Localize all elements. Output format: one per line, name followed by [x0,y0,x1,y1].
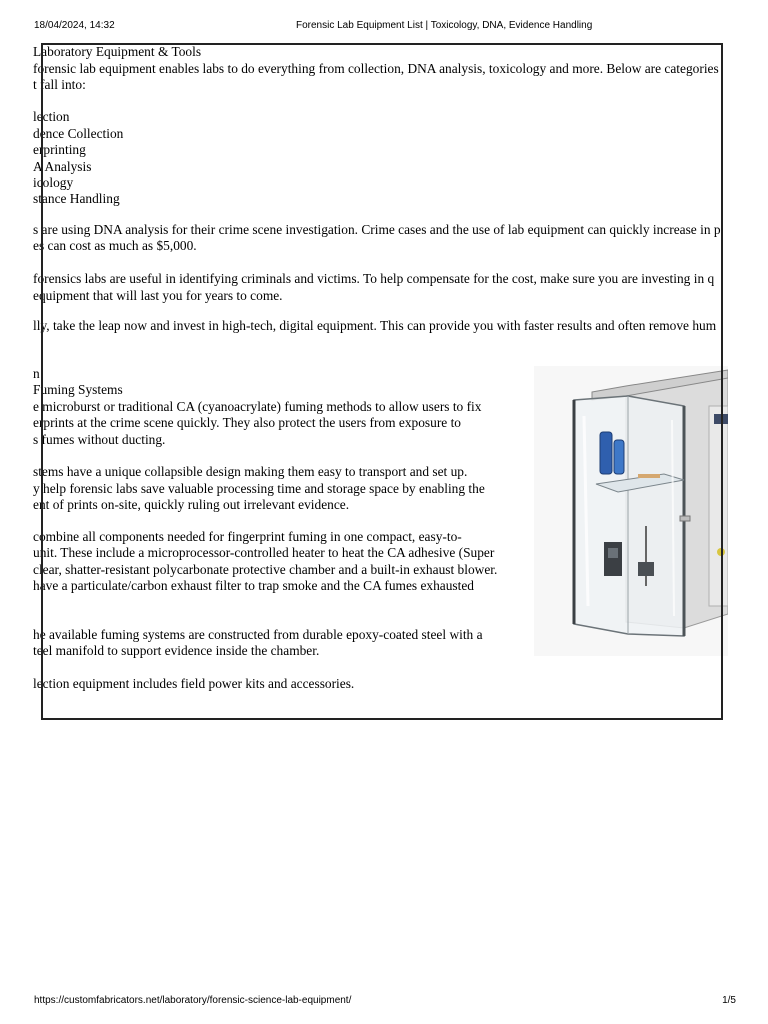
page-title: Forensic Lab Equipment List | Toxicology, DNA, Evidence Handling [296,20,593,31]
category-item: stance Handling [33,191,120,206]
fuming-line: y help forensic labs save valuable processing time and storage space by enabling the [33,481,485,496]
paragraph-line: s are using DNA analysis for their crime scene investigation. Crime cases and the use of lab equipment can quickly increase in p [33,222,721,237]
category-item: icology [33,175,74,190]
paragraph-line: forensics labs are useful in identifying criminals and victims. To help compensate for the cost, make sure you are investing in q [33,271,715,286]
intro-line: t fall into: [33,77,86,92]
category-item: lection [33,109,70,124]
paragraph-line: equipment that will last you for years to come. [33,288,283,303]
fuming-chamber-illustration [534,366,728,656]
paragraph-line: es can cost as much as $5,000. [33,238,197,253]
intro-heading: Laboratory Equipment & Tools [33,44,202,59]
fuming-line: erprints at the crime scene quickly. They also protect the users from exposure to [33,415,461,430]
section-label: n [33,366,40,381]
fuming-line: unit. These include a microprocessor-controlled heater to heat the CA adhesive (Super [33,545,495,560]
page-url: https://customfabricators.net/laboratory/forensic-science-lab-equipment/ [34,995,352,1006]
fuming-line: combine all components needed for fingerprint fuming in one compact, easy-to- [33,529,462,544]
fuming-line: e microburst or traditional CA (cyanoacrylate) fuming methods to allow users to fix [33,399,482,414]
print-datetime: 18/04/2024, 14:32 [34,20,115,31]
intro-line: forensic lab equipment enables labs to do everything from collection, DNA analysis, toxicology and more. Below are categories [33,61,719,76]
paragraph-line: lly, take the leap now and invest in high-tech, digital equipment. This can provide you with faster results and often remove hum [33,318,717,333]
fuming-line: he available fuming systems are constructed from durable epoxy-coated steel with a [33,627,483,642]
fuming-line: ent of prints on-site, quickly ruling out irrelevant evidence. [33,497,350,512]
fuming-line: have a particulate/carbon exhaust filter to trap smoke and the CA fumes exhausted [33,578,474,593]
fuming-line: stems have a unique collapsible design making them easy to transport and set up. [33,464,468,479]
section-heading: Fuming Systems [33,382,123,397]
fuming-line: teel manifold to support evidence inside the chamber. [33,643,320,658]
page-number: 1/5 [722,995,736,1006]
category-item: dence Collection [33,126,124,141]
fuming-line: s fumes without ducting. [33,432,166,447]
category-item: A Analysis [33,159,92,174]
fuming-chamber-photo [534,366,728,656]
fuming-line: clear, shatter-resistant polycarbonate protective chamber and a built-in exhaust blower. [33,562,498,577]
fuming-line: lection equipment includes field power kits and accessories. [33,676,355,691]
category-item: erprinting [33,142,86,157]
